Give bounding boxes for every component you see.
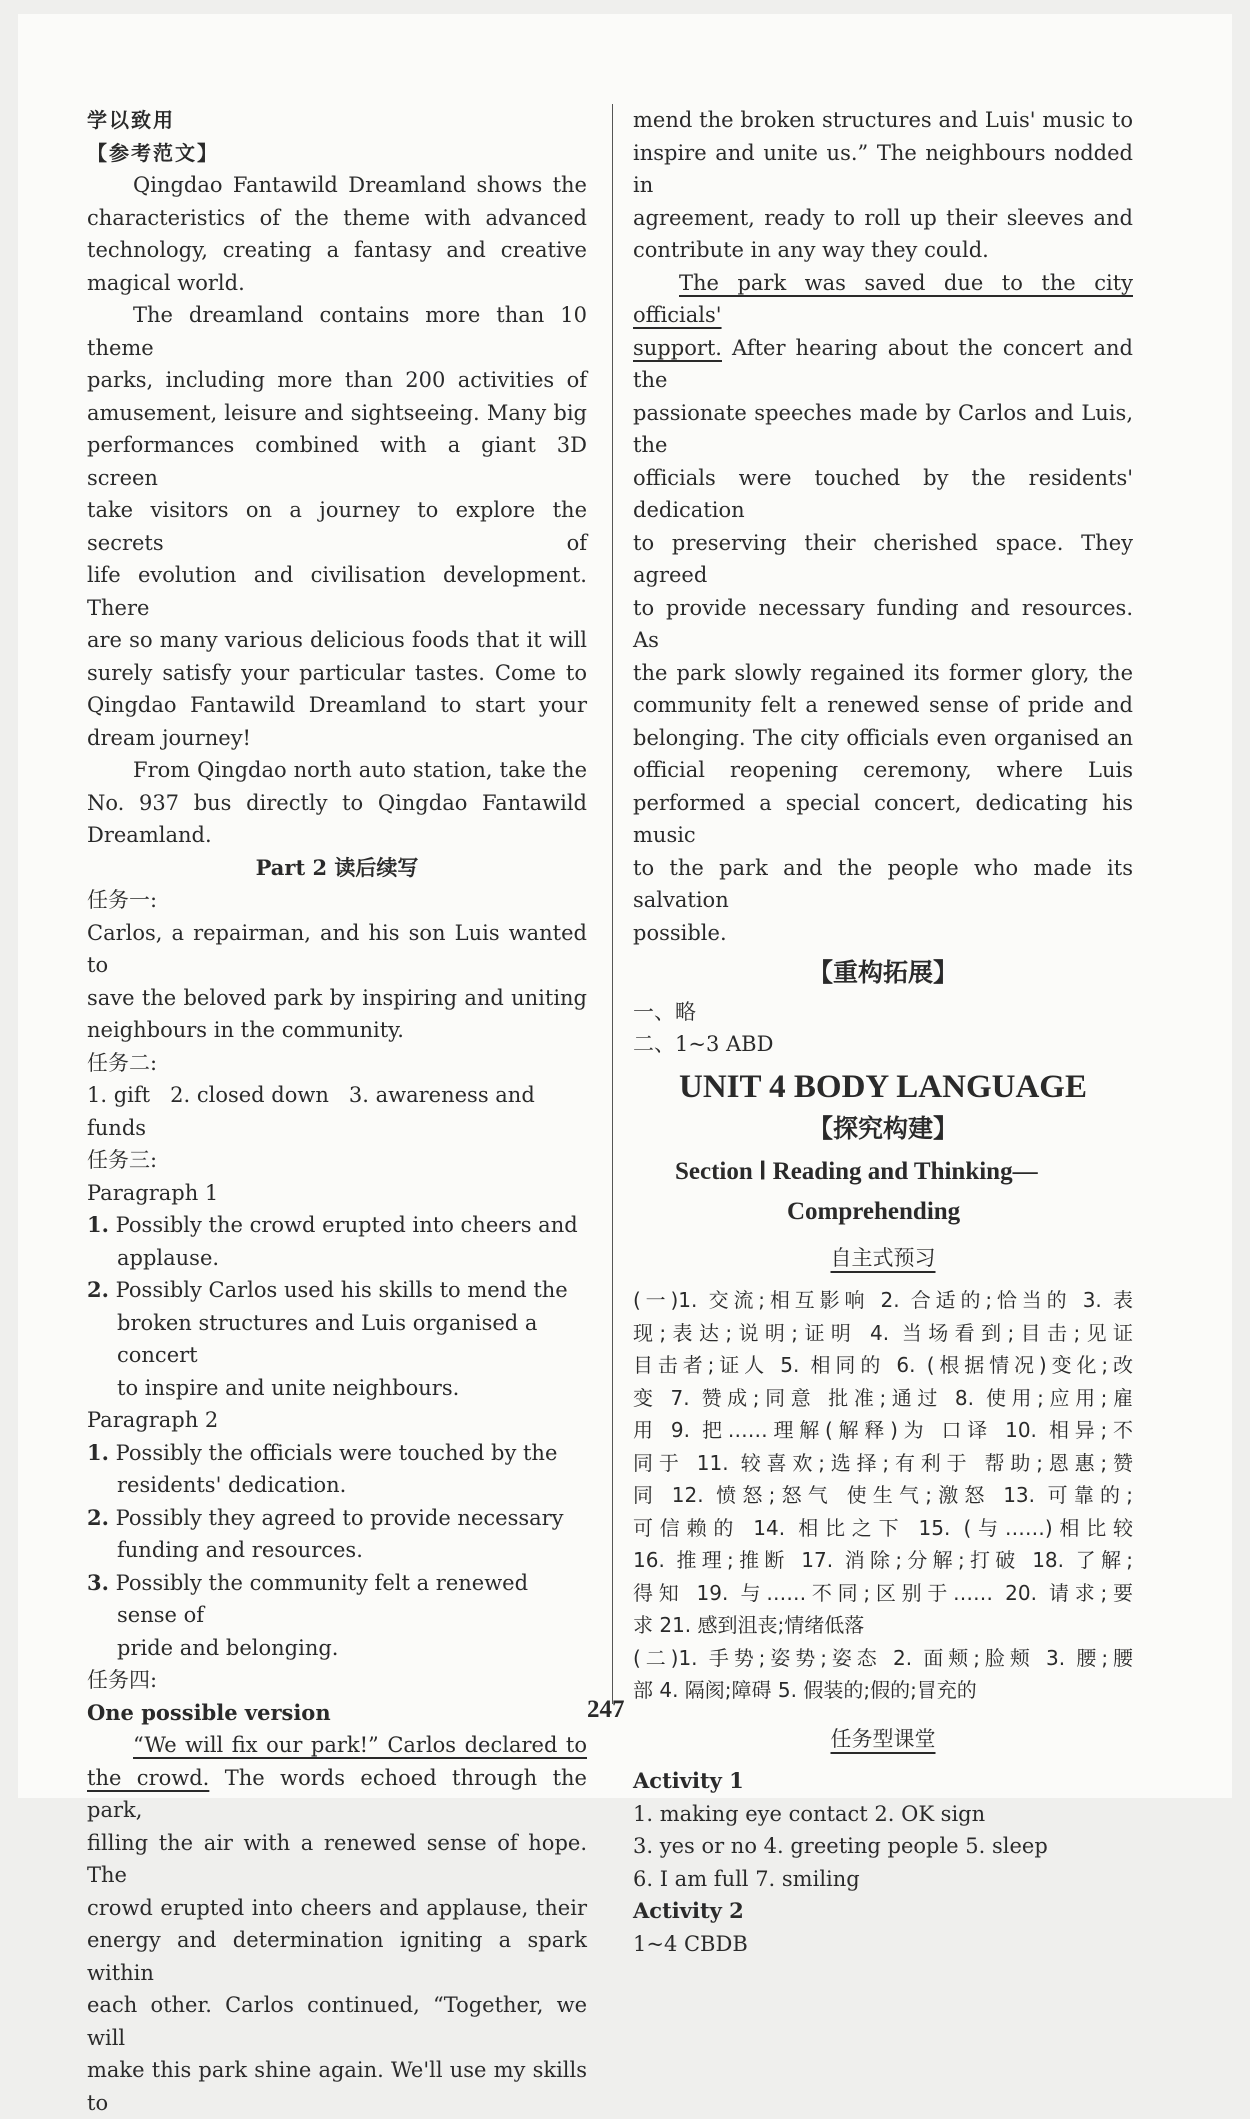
activity-line: 1. making eye contact 2. OK sign (633, 1801, 986, 1826)
para-line: Qingdao Fantawild Dreamland to start your (87, 693, 587, 717)
cont-line: agreement, ready to roll up their sleeves and (633, 205, 1133, 230)
activity-line: 3. yes or no 4. greeting people 5. sleep (633, 1834, 1048, 1858)
list-item: 1. Possibly the crowd erupted into cheers and applause. (87, 1212, 578, 1270)
para-line: community felt a renewed sense of pride and (633, 693, 1133, 717)
version-line: energy and determination igniting a spark within (87, 1928, 587, 1985)
vocab-block: (一)1. 交流;相互影响 2. 合适的;恰当的 3. 表 现;表达;说明;证明 4. 当场看到;目击;见证 目击者;证人 5. 相同的 6. (根据情况)变化;改 变 7. 赞成;同意 批准;通过 8. 使用;应用;雇 用 9. 把……理解(解释)为 口译 10. 相异;不 同于 11. 较喜欢;选择;有利于 帮助;恩惠;赞 同 12. 愤怒;怒气 使生气;激怒 13. 可靠的; 可信赖的 14. 相比之下 15. (与……)相比较 16. 推理;推断 17. 消除;分解;打破 18. 了解; 得知 19. 与……不同;区别于…… 20. 请求;要 求 21. 感到沮丧;情绪低落 (二)1. 手势;姿势;姿态 2. 面颊;脸颊 3. 腰;腰 部 4. 隔阂;障碍 5. 假装的;假的;冒充的 (633, 1288, 1133, 1702)
para-line: to provide necessary funding and resources. As (633, 595, 1133, 652)
para-line: are so many various delicious foods that it will (87, 628, 587, 652)
task-label: 任务二: (87, 1050, 158, 1075)
paragraph-label: Paragraph 2 (87, 1408, 219, 1432)
task-label: 任务一: (87, 888, 158, 912)
section-heading: 学以致用 (87, 108, 175, 132)
version-line: each other. Carlos continued, “Together, we will (87, 1993, 587, 2050)
task1-line: Carlos, a repairman, and his son Luis wanted to (87, 920, 587, 977)
version-line: crowd erupted into cheers and applause, their (87, 1895, 587, 1920)
para-line: The dreamland contains more than 10 theme (87, 303, 587, 360)
sample-title: 【参考范文】 (87, 140, 219, 165)
sample-line: Qingdao Fantawild Dreamland shows the (133, 173, 587, 197)
activity-title: Activity 2 (633, 1898, 744, 1923)
para-line: take visitors on a journey to explore the secrets of (87, 498, 587, 555)
para-line: performances combined with a giant 3D screen (87, 433, 587, 490)
para-line: Dreamland. (87, 823, 212, 847)
version-line: filling the air with a renewed sense of hope. The (87, 1830, 587, 1887)
cont-line: inspire and unite us.” The neighbours nodded in (633, 140, 1133, 197)
task-label: 任务三: (87, 1148, 158, 1172)
list-item: 3. Possibly the community felt a renewed sense of pride and belonging. (87, 1569, 529, 1660)
para-line: dream journey! (87, 725, 251, 750)
para-line: From Qingdao north auto station, take the (133, 758, 587, 782)
version-line: the crowd. The words echoed through the park, (87, 1765, 587, 1822)
rebuild-title: 【重构拓展】 (807, 958, 958, 987)
list-item: 2. Possibly they agreed to provide necessary funding and resources. (87, 1504, 564, 1562)
part2-title: Part 2 读后续写 (255, 854, 419, 880)
para-line: amusement, leisure and sightseeing. Many big (87, 400, 587, 425)
para-line: No. 937 bus directly to Qingdao Fantawild (87, 790, 587, 815)
rebuild-item: 二、1~3 ABD (633, 1032, 774, 1056)
list-item: 2. Possibly Carlos used his skills to mend the broken structures and Luis organised a concert to inspire and unite neighbours. (87, 1277, 568, 1400)
para-line: to preserving their cherished space. They agreed (633, 530, 1133, 587)
para-line: passionate speeches made by Carlos and Luis, the (633, 400, 1133, 457)
para-line: to the park and the people who made its salvation (633, 855, 1133, 912)
explore-title: 【探究构建】 (807, 1114, 958, 1143)
para-line: possible. (633, 920, 727, 945)
page-number: 247 (587, 1696, 625, 1723)
sample-line: technology, creating a fantasy and creative (87, 238, 587, 262)
preview-title: 自主式预习 (830, 1245, 936, 1270)
rebuild-item: 一、略 (633, 999, 696, 1024)
unit-title: UNIT 4 BODY LANGUAGE (679, 1068, 1087, 1105)
list-item: 1. Possibly the officials were touched by the residents' dedication. (87, 1439, 558, 1497)
left-column (87, 104, 587, 2119)
answer: 2. closed down (170, 1083, 329, 1107)
para-line: parks, including more than 200 activities of (87, 368, 587, 392)
cont-line: mend the broken structures and Luis' music to (633, 108, 1133, 132)
cont-line: contribute in any way they could. (633, 238, 989, 262)
para-line: support. After hearing about the concert and the (633, 335, 1133, 392)
right-column (633, 104, 1133, 1960)
para-line: life evolution and civilisation development. There (87, 563, 587, 620)
task1-line: neighbours in the community. (87, 1018, 404, 1042)
task2-answers (87, 1079, 587, 1144)
para-line: official reopening ceremony, where Luis (633, 758, 1133, 782)
column-divider (612, 104, 613, 1704)
section-title: Section Ⅰ Reading and Thinking— Comprehending (675, 1157, 1038, 1225)
sample-line: magical world. (87, 270, 245, 295)
para-line: the park slowly regained its former glory, the (633, 660, 1133, 685)
activity-line: 1~4 CBDB (633, 1931, 748, 1956)
answer: 3. awareness and funds (87, 1083, 535, 1140)
activity-line: 6. I am full 7. smiling (633, 1866, 860, 1891)
version-underlined: “We will fix our park!” Carlos declared to (133, 1733, 587, 1757)
para-line: surely satisfy your particular tastes. Come to (87, 660, 587, 685)
answer: 1. gift (87, 1083, 151, 1107)
version-line: make this park shine again. We'll use my skills to (87, 2058, 587, 2115)
activity-title: Activity 1 (633, 1768, 744, 1793)
para-line: performed a special concert, dedicating his music (633, 790, 1133, 847)
sample-line: characteristics of the theme with advanced (87, 205, 587, 230)
para-line: officials were touched by the residents' dedication (633, 465, 1133, 522)
para-line: belonging. The city officials even organised an (633, 725, 1133, 750)
task-label: 任务四: (87, 1668, 158, 1692)
paragraph-label: Paragraph 1 (87, 1180, 219, 1205)
version-title: One possible version (87, 1699, 331, 1725)
task1-line: save the beloved park by inspiring and uniting (87, 985, 587, 1010)
class-title: 任务型课堂 (830, 1726, 936, 1751)
underlined-sentence: The park was saved due to the city officials' (633, 270, 1133, 327)
